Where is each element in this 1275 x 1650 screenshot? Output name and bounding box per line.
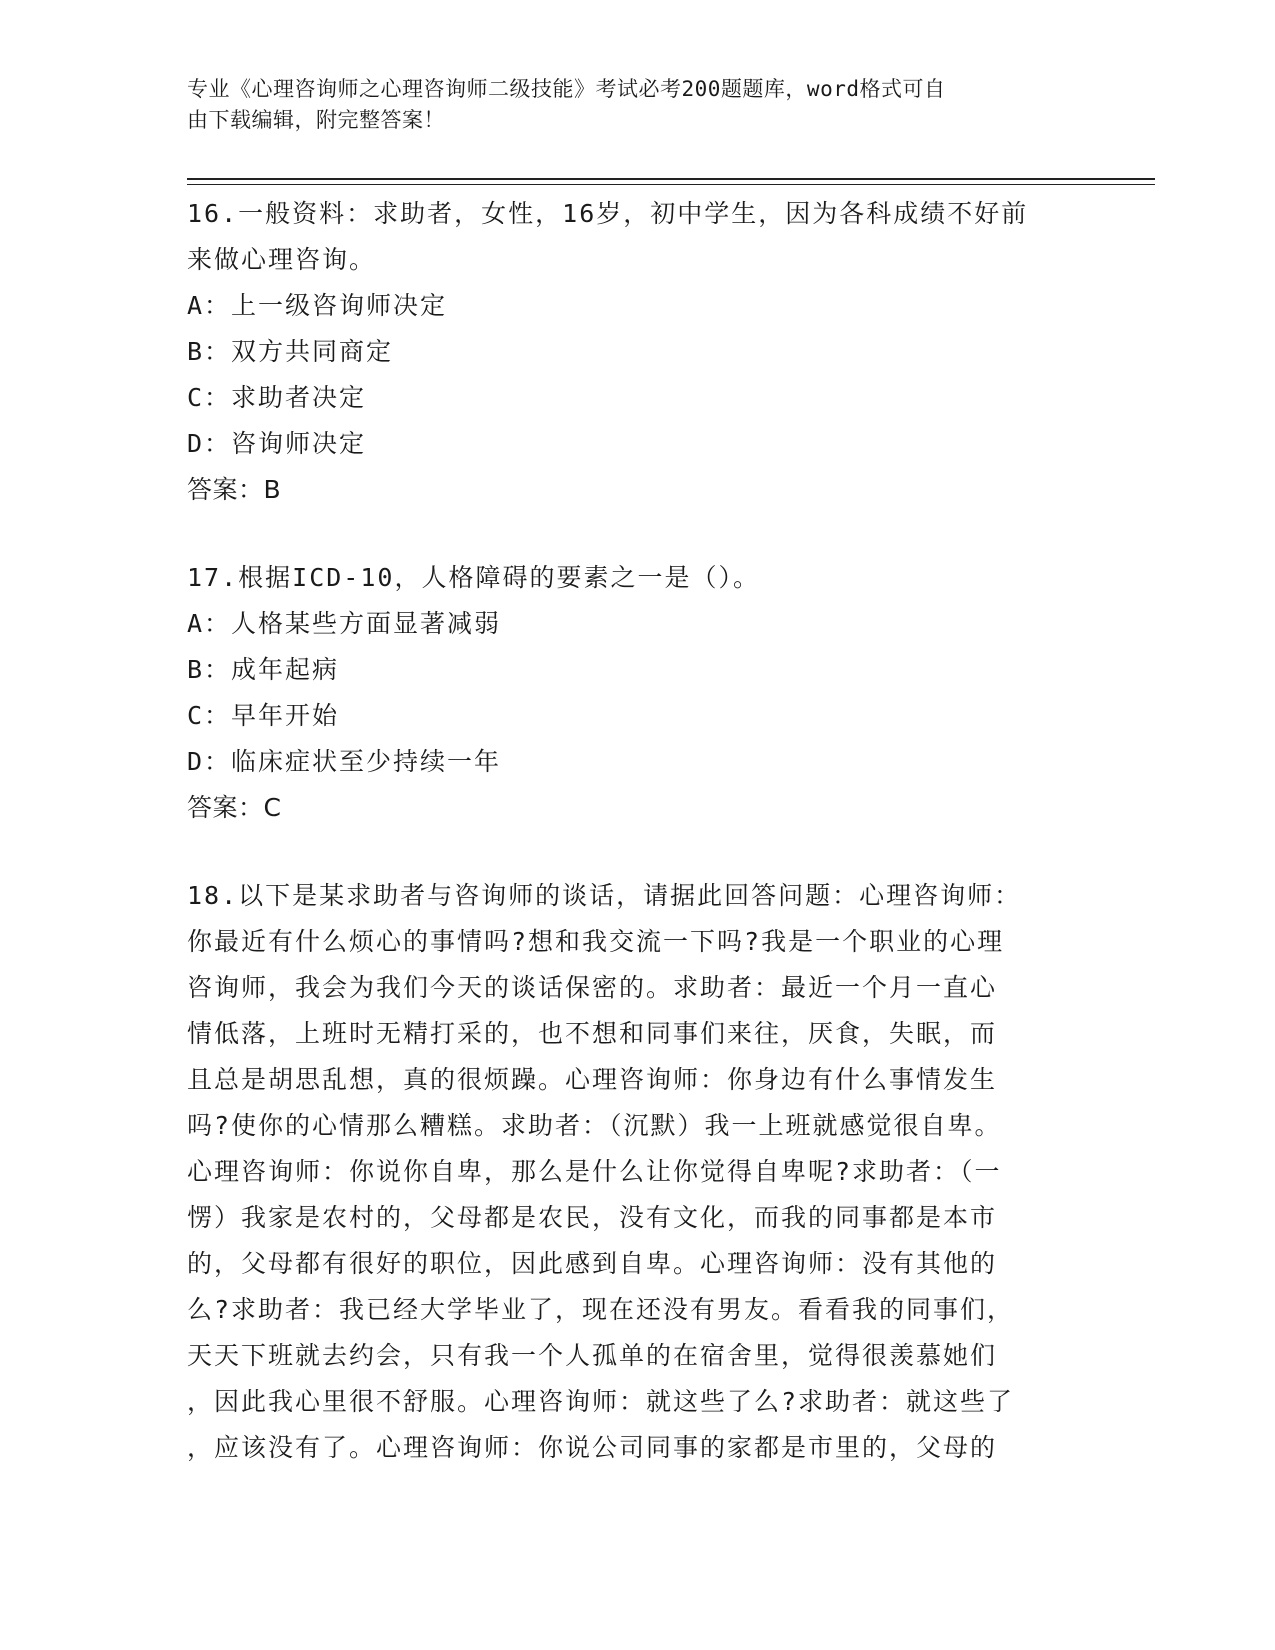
question-block (187, 191, 1077, 513)
question-stem: 天天下班就去约会，只有我一个人孤单的在宿舍里，觉得很羡慕她们 (187, 1341, 998, 1370)
option-b: B：双方共同商定 (187, 337, 394, 366)
question-list (187, 191, 1077, 1471)
question-stem: 的，父母都有很好的职位，因此感到自卑。心理咨询师：没有其他的 (187, 1249, 998, 1278)
option-d: D：临床症状至少持续一年 (187, 747, 502, 776)
question-stem: 且总是胡思乱想，真的很烦躁。心理咨询师：你身边有什么事情发生 (187, 1065, 998, 1094)
question-stem: 16.一般资料：求助者，女性，16岁，初中学生，因为各科成绩不好前 (187, 199, 1029, 228)
question-stem: 情低落，上班时无精打采的，也不想和同事们来往，厌食，失眠，而 (187, 1019, 998, 1048)
question-spacer (187, 831, 1077, 873)
question-stem: ，因此我心里很不舒服。心理咨询师：就这些了么?求助者：就这些了 (187, 1387, 1015, 1416)
question-stem: 来做心理咨询。 (187, 245, 377, 274)
question-stem: 心理咨询师：你说你自卑，那么是什么让你觉得自卑呢?求助者：（一 (187, 1157, 1002, 1186)
option-c: C：求助者决定 (187, 383, 367, 412)
question-stem: 吗?使你的心情那么糟糕。求助者：（沉默）我一上班就感觉很自卑。 (187, 1111, 1002, 1140)
document-header (187, 74, 1067, 136)
question-block (187, 873, 1077, 1471)
option-a: A：上一级咨询师决定 (187, 291, 448, 320)
question-stem: 愣）我家是农村的，父母都是农民，没有文化，而我的同事都是本市 (187, 1203, 998, 1232)
header-title-line: 专业《心理咨询师之心理咨询师二级技能》考试必考200题题库，word格式可自 (187, 77, 946, 101)
question-stem: 你最近有什么烦心的事情吗?想和我交流一下吗?我是一个职业的心理 (187, 927, 1005, 956)
question-block (187, 555, 1077, 831)
header-title-line: 由下载编辑，附完整答案！ (187, 108, 445, 132)
answer-line: 答案：B (187, 475, 282, 504)
question-stem: ，应该没有了。心理咨询师：你说公司同事的家都是市里的，父母的 (187, 1433, 998, 1462)
question-stem: 咨询师，我会为我们今天的谈话保密的。求助者：最近一个月一直心 (187, 973, 998, 1002)
answer-line: 答案：C (187, 793, 282, 822)
option-b: B：成年起病 (187, 655, 340, 684)
question-stem: 么?求助者：我已经大学毕业了，现在还没有男友。看看我的同事们， (187, 1295, 1015, 1324)
option-d: D：咨询师决定 (187, 429, 367, 458)
option-c: C：早年开始 (187, 701, 340, 730)
option-a: A：人格某些方面显著减弱 (187, 609, 502, 638)
header-divider-thick (187, 178, 1155, 180)
header-divider-thin (187, 184, 1155, 185)
question-stem: 18.以下是某求助者与咨询师的谈话，请据此回答问题：心理咨询师： (187, 881, 1022, 910)
question-spacer (187, 513, 1077, 555)
question-stem: 17.根据ICD-10，人格障碍的要素之一是（）。 (187, 563, 760, 592)
